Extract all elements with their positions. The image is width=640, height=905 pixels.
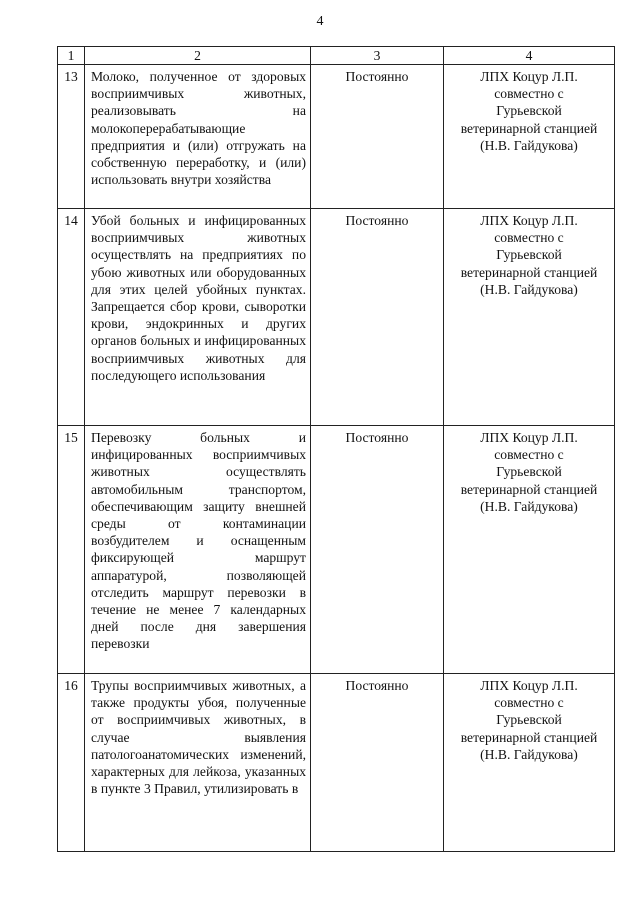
responsible-cell bbox=[444, 65, 615, 209]
responsible-line: ветеринарной станцией bbox=[460, 729, 598, 745]
responsible-line: совместно с bbox=[494, 695, 564, 711]
responsible-line: (Н.В. Гайдукова) bbox=[480, 498, 578, 514]
responsible-line: Гурьевской bbox=[496, 712, 562, 728]
page-number: 4 bbox=[316, 14, 324, 29]
responsible-line: совместно с bbox=[494, 86, 564, 102]
responsible-line: (Н.В. Гайдукова) bbox=[480, 281, 578, 297]
row-number: 15 bbox=[58, 426, 85, 674]
measure-text: Трупы восприимчивых животных, а также продукты убоя, полученные от восприимчивых животных, в случае выявления патологоанатомических изменений, характерных для лейкоза, указанных в пункте 3 Правил, утилизировать в bbox=[85, 674, 311, 852]
measure-period: Постоянно bbox=[311, 426, 444, 674]
measures-table bbox=[57, 46, 615, 852]
responsible-line: Гурьевской bbox=[496, 464, 562, 480]
row-number: 14 bbox=[58, 209, 85, 426]
responsible-line: Гурьевской bbox=[496, 247, 562, 263]
responsible-line: ветеринарной станцией bbox=[460, 264, 598, 280]
responsible-cell bbox=[444, 426, 615, 674]
row-number: 13 bbox=[58, 65, 85, 209]
measure-period: Постоянно bbox=[311, 209, 444, 426]
header-cell-4: 4 bbox=[444, 47, 615, 65]
responsible-line: (Н.В. Гайдукова) bbox=[480, 137, 578, 153]
responsible-line: ЛПХ Коцур Л.П. bbox=[480, 69, 578, 84]
responsible-line: ветеринарной станцией bbox=[460, 120, 598, 136]
responsible-cell bbox=[444, 209, 615, 426]
responsible-line: (Н.В. Гайдукова) bbox=[480, 746, 578, 762]
responsible-line: совместно с bbox=[494, 230, 564, 246]
table-row bbox=[58, 426, 615, 674]
responsible-line: ЛПХ Коцур Л.П. bbox=[480, 213, 578, 228]
responsible-line: ЛПХ Коцур Л.П. bbox=[480, 678, 578, 693]
measure-text: Убой больных и инфицированных восприимчивых животных осуществлять на предприятиях по убою животных или оборудованных для этих целей убойных пунктах. Запрещается сбор крови, сыворотки крови, эндокринных и других органов больных и инфицированных восприимчивых животных для последующего использования bbox=[85, 209, 311, 426]
header-cell-3: 3 bbox=[311, 47, 444, 65]
measure-period: Постоянно bbox=[311, 65, 444, 209]
table-row bbox=[58, 209, 615, 426]
responsible-line: ветеринарной станцией bbox=[460, 481, 598, 497]
responsible-line: ЛПХ Коцур Л.П. bbox=[480, 430, 578, 445]
measure-period: Постоянно bbox=[311, 674, 444, 852]
table-row bbox=[58, 65, 615, 209]
responsible-line: совместно с bbox=[494, 447, 564, 463]
header-cell-1: 1 bbox=[58, 47, 85, 65]
measure-text: Перевозку больных и инфицированных восприимчивых животных осуществлять автомобильным транспортом, обеспечивающим защиту внешней среды от контаминации возбудителем и оснащенным фиксирующей маршрут аппаратурой, позволяющей отследить маршрут перевозки в течение не менее 7 календарных дней после дня завершения перевозки bbox=[85, 426, 311, 674]
measure-text: Молоко, полученное от здоровых восприимчивых животных, реализовывать на молокоперерабатывающие предприятия и (или) отгружать на собственную переработку, и (или) использовать внутри хозяйства bbox=[85, 65, 311, 209]
header-cell-2: 2 bbox=[85, 47, 311, 65]
table-row bbox=[58, 674, 615, 852]
row-number: 16 bbox=[58, 674, 85, 852]
responsible-line: Гурьевской bbox=[496, 103, 562, 119]
responsible-cell bbox=[444, 674, 615, 852]
table-header-row bbox=[58, 47, 615, 65]
